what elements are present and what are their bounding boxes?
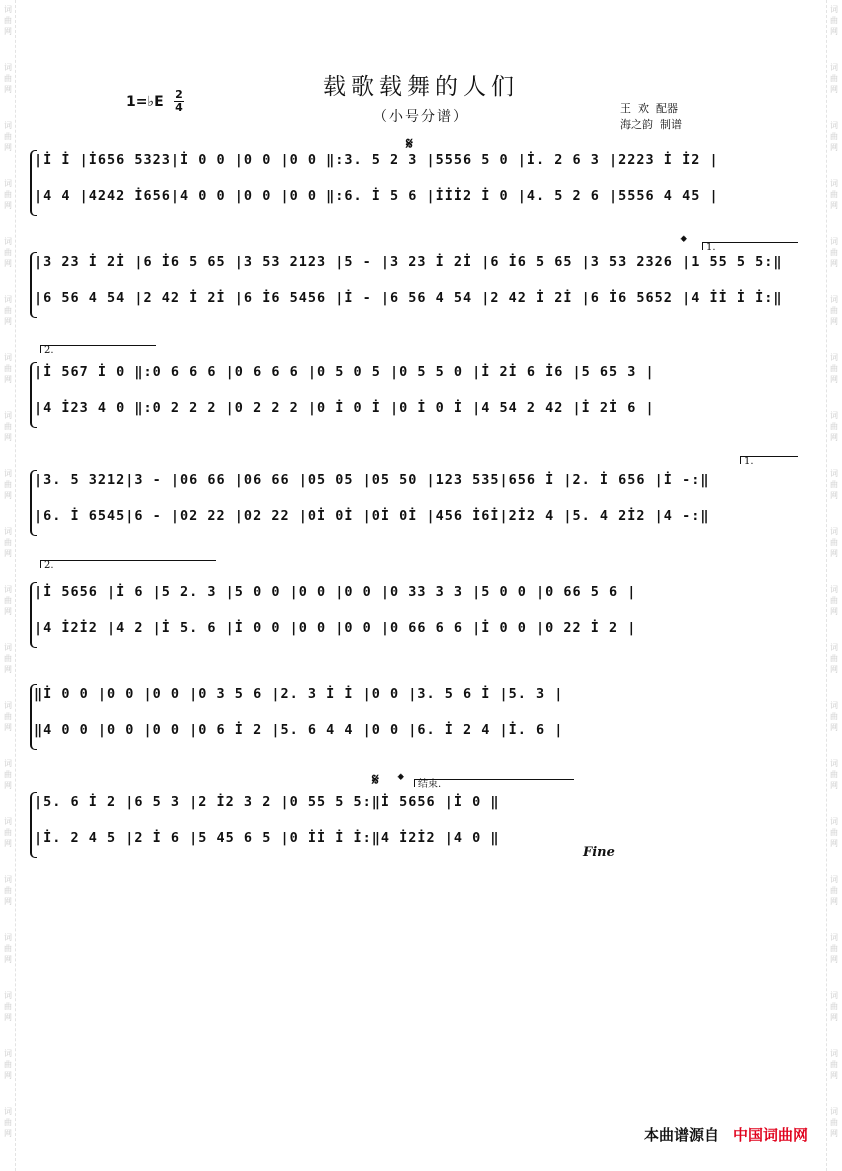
watermark-text: 词 曲 网 (4, 5, 12, 36)
upper-part: |3. 5 3212|3 - |06 66 |06 66 |05 05 |05 50 |123 535|656 İ |2. İ 656 |İ -:‖ (34, 472, 710, 488)
score-title: 载歌载舞的人们 (323, 74, 519, 100)
watermark-text: 词 曲 网 (4, 179, 12, 210)
upper-part: |3 23 İ 2İ |6 İ6 5 65 |3 53 2123 |5 - |3 23 İ 2İ |6 İ6 5 65 |3 53 2326 |1 55 5 5:‖ (34, 254, 783, 270)
source-site: 中国词曲网 (732, 1126, 808, 1144)
watermark-text: 词 曲 网 (830, 179, 838, 210)
time-signature-bottom: 4 (175, 101, 183, 114)
watermark-text: 词 曲 网 (4, 759, 12, 790)
time-signature-top: 2 (175, 88, 183, 101)
segno-sign-end: 𝄋 (372, 770, 379, 789)
fine-marking: Fine (583, 845, 615, 860)
upper-part: |İ İ |İ656 5323|İ 0 0 |0 0 |0 0 ‖:3. 5 2 3 |5556 5 0 |İ. 2 6 3 |2223 İ İ2 | (34, 152, 719, 168)
left-watermark-strip (0, 0, 16, 1171)
watermark-text: 词 曲 网 (830, 875, 838, 906)
watermark-text: 词 曲 网 (4, 411, 12, 442)
watermark-text: 词 曲 网 (830, 933, 838, 964)
lower-part: |4 İ2İ2 |4 2 |İ 5. 6 |İ 0 0 |0 0 |0 0 |0 66 6 6 |İ 0 0 |0 22 İ 2 | (34, 620, 637, 636)
lower-part: |6 56 4 54 |2 42 İ 2İ |6 İ6 5456 |İ - |6 56 4 54 |2 42 İ 2İ |6 İ6 5652 |4 İİ İ İ:‖ (34, 290, 783, 306)
watermark-text: 词 曲 网 (4, 353, 12, 384)
watermark-text: 词 曲 网 (830, 121, 838, 152)
lower-part: ‖4 0 0 |0 0 |0 0 |0 6 İ 2 |5. 6 4 4 |0 0 |6. İ 2 4 |İ. 6 | (34, 722, 564, 738)
watermark-text: 词 曲 网 (830, 527, 838, 558)
source-attribution (644, 1124, 808, 1145)
watermark-text: 词 曲 网 (830, 411, 838, 442)
watermark-text: 词 曲 网 (4, 585, 12, 616)
watermark-text: 词 曲 网 (830, 1107, 838, 1138)
upper-part: |5. 6 İ 2 |6 5 3 |2 İ2 3 2 |0 55 5 5:‖İ 5656 |İ 0 ‖ (34, 794, 500, 810)
watermark-text: 词 曲 网 (830, 5, 838, 36)
watermark-text: 词 曲 网 (830, 817, 838, 848)
lower-part: |4 İ23 4 0 ‖:0 2 2 2 |0 2 2 2 |0 İ 0 İ |0 İ 0 İ |4 54 2 42 |İ 2İ 6 | (34, 400, 655, 416)
watermark-text: 词 曲 网 (4, 121, 12, 152)
engraver-credit: 海之韵 制谱 (620, 118, 682, 131)
volta-1-bracket: 1. (702, 242, 798, 250)
watermark-text: 词 曲 网 (4, 933, 12, 964)
watermark-text: 词 曲 网 (830, 991, 838, 1022)
watermark-text: 词 曲 网 (830, 295, 838, 326)
upper-part: ‖İ 0 0 |0 0 |0 0 |0 3 5 6 |2. 3 İ İ |0 0 |3. 5 6 İ |5. 3 | (34, 686, 564, 702)
upper-part: |İ 5656 |İ 6 |5 2. 3 |5 0 0 |0 0 |0 0 |0 33 3 3 |5 0 0 |0 66 5 6 | (34, 584, 637, 600)
watermark-text: 词 曲 网 (4, 991, 12, 1022)
watermark-text: 词 曲 网 (4, 701, 12, 732)
watermark-text: 词 曲 网 (4, 643, 12, 674)
arranger-credit: 王 欢 配器 (620, 102, 678, 115)
watermark-text: 词 曲 网 (830, 1049, 838, 1080)
watermark-text: 词 曲 网 (4, 817, 12, 848)
watermark-text: 词 曲 网 (830, 353, 838, 384)
watermark-text: 词 曲 网 (4, 469, 12, 500)
volta-1-bracket-second: 1. (740, 456, 798, 464)
watermark-text: 词 曲 网 (4, 1107, 12, 1138)
lower-part: |6. İ 6545|6 - |02 22 |02 22 |0İ 0İ |0İ 0İ |456 İ6İ|2İ2 4 |5. 4 2İ2 |4 -:‖ (34, 508, 710, 524)
watermark-text: 词 曲 网 (830, 701, 838, 732)
coda-sign: 𝄌 (681, 232, 687, 251)
score-subtitle: （小号分谱） (373, 109, 469, 125)
volta-2-bracket-second: 2. (40, 560, 216, 568)
source-label: 本曲谱源自 (643, 1126, 719, 1144)
lower-part: |İ. 2 4 5 |2 İ 6 |5 45 6 5 |0 İİ İ İ:‖4 İ2İ2 |4 0 ‖ (34, 830, 500, 846)
watermark-text: 词 曲 网 (830, 237, 838, 268)
coda-sign-end: 𝄌 (398, 770, 404, 789)
watermark-text: 词 曲 网 (4, 63, 12, 94)
watermark-text: 词 曲 网 (830, 585, 838, 616)
volta-2-bracket: 2. (40, 345, 156, 353)
time-signature (174, 89, 184, 114)
watermark-text: 词 曲 网 (4, 875, 12, 906)
watermark-text: 词 曲 网 (4, 237, 12, 268)
key-signature: 1=♭E (126, 94, 164, 110)
watermark-text: 词 曲 网 (4, 295, 12, 326)
watermark-text: 词 曲 网 (830, 759, 838, 790)
upper-part: |İ 567 İ 0 ‖:0 6 6 6 |0 6 6 6 |0 5 0 5 |0 5 5 0 |İ 2İ 6 İ6 |5 65 3 | (34, 364, 655, 380)
segno-sign: 𝄋 (406, 134, 413, 153)
right-watermark-strip (826, 0, 842, 1171)
watermark-text: 词 曲 网 (830, 469, 838, 500)
ending-bracket: 结束. (414, 779, 574, 787)
watermark-text: 词 曲 网 (830, 643, 838, 674)
watermark-text: 词 曲 网 (830, 63, 838, 94)
watermark-text: 词 曲 网 (4, 1049, 12, 1080)
lower-part: |4 4 |4242 İ656|4 0 0 |0 0 |0 0 ‖:6. İ 5 6 |İİİ2 İ 0 |4. 5 2 6 |5556 4 45 | (34, 188, 719, 204)
watermark-text: 词 曲 网 (4, 527, 12, 558)
